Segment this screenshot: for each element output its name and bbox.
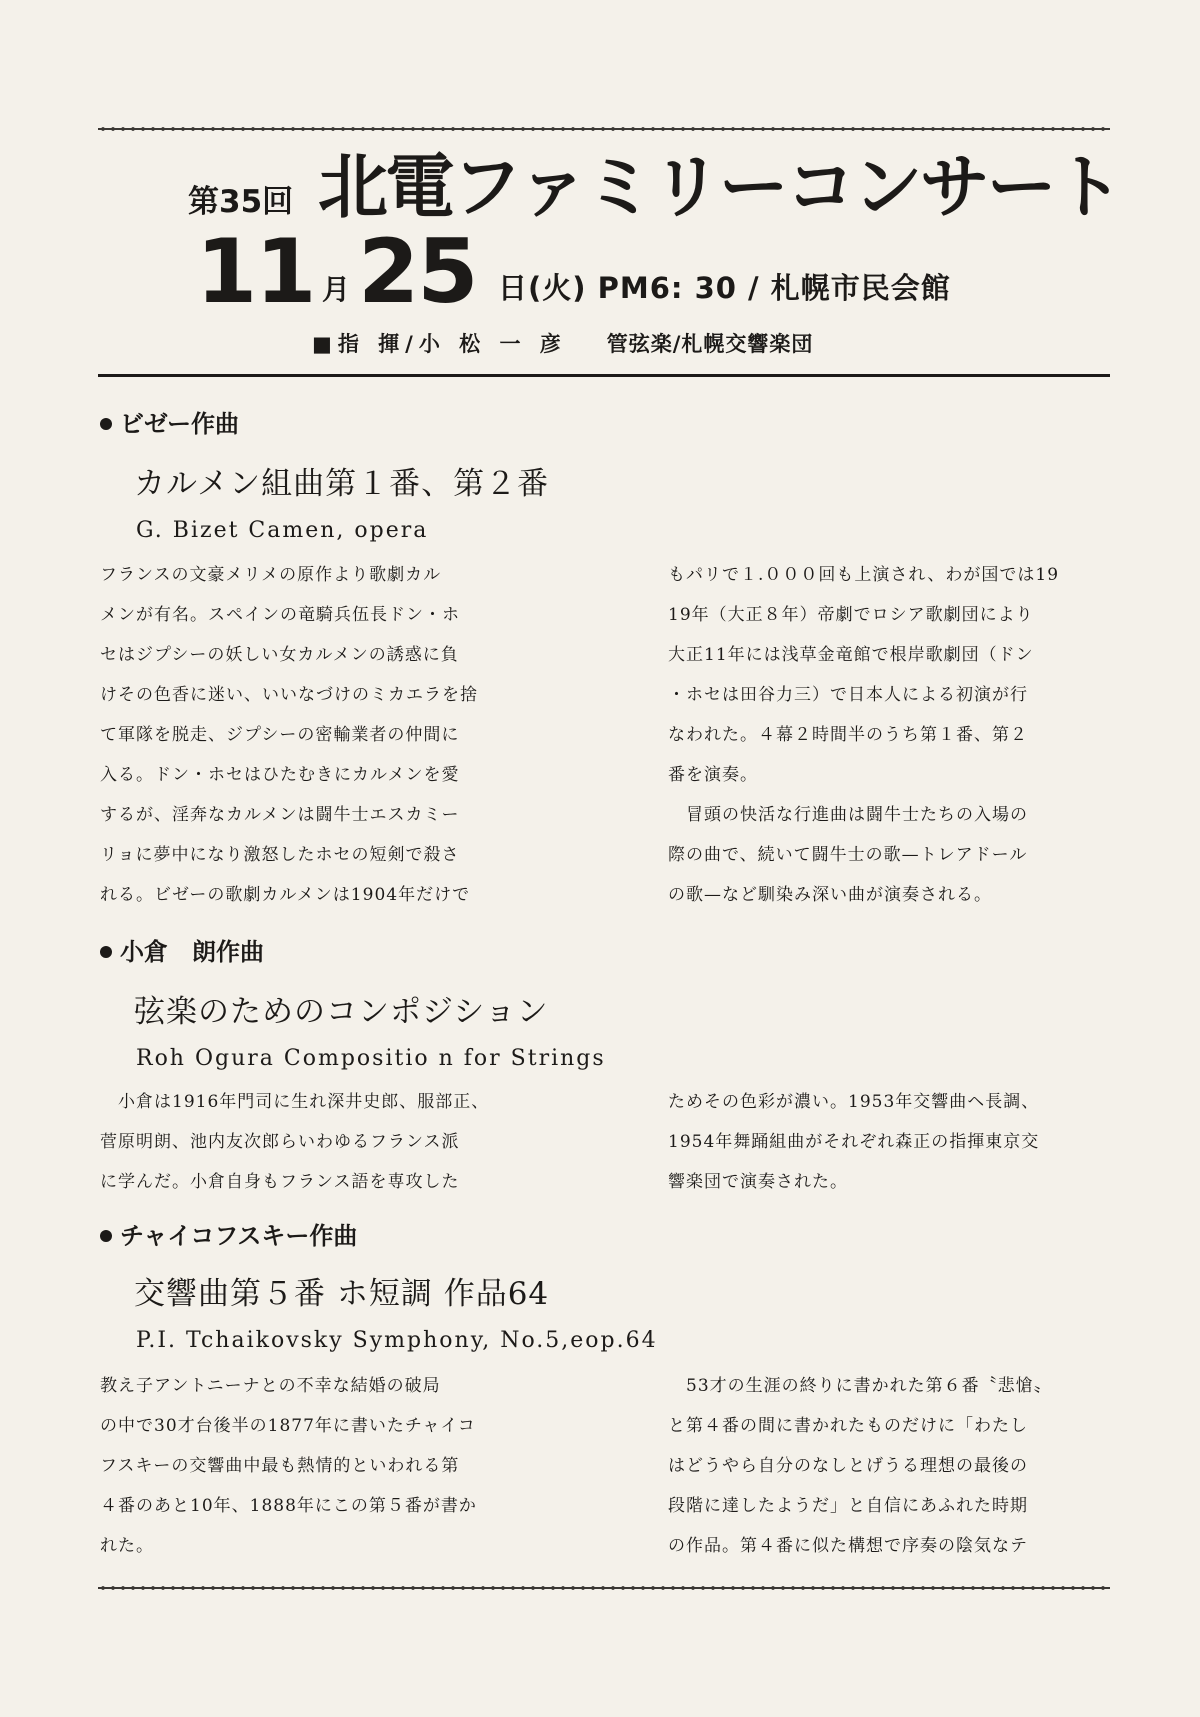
text-line: の中で30才台後半の1877年に書いたチャイコ	[100, 1416, 476, 1436]
section-text-right	[668, 1082, 1108, 1202]
work-title: 弦楽のためのコンポジション	[134, 994, 549, 1030]
text-line: 入る。ドン・ホセはひたむきにカルメンを愛	[100, 765, 460, 785]
bottom-ornamental-border	[98, 1583, 1110, 1593]
text-line: なわれた。４幕２時間半のうち第１番、第２	[668, 725, 1028, 745]
work-english-title: G. Bizet Camen, opera	[136, 518, 429, 543]
composer-heading: チャイコフスキー作曲	[100, 1216, 357, 1251]
date-month-suffix: 月	[322, 273, 351, 306]
bullet-icon	[100, 418, 112, 430]
text-line: 際の曲で、続いて闘牛士の歌—トレアドール	[668, 845, 1028, 865]
concert-edition: 第35回	[188, 184, 294, 220]
text-line: はどうやら自分のなしとげうる理想の最後の	[668, 1456, 1028, 1476]
work-title: カルメン組曲第１番、第２番	[134, 466, 550, 502]
text-line: 菅原明朗、池内友次郎らいわゆるフランス派	[100, 1132, 460, 1152]
work-english-title: Roh Ogura Compositio n for Strings	[136, 1046, 606, 1071]
text-line: れる。ビゼーの歌劇カルメンは1904年だけで	[100, 885, 471, 905]
text-line: するが、淫奔なカルメンは闘牛士エスカミー	[100, 805, 460, 825]
section-text-right	[668, 555, 1108, 915]
date-time-venue: 日(火) PM6: 30 / 札幌市民会館	[498, 271, 951, 305]
bullet-icon	[100, 1230, 112, 1242]
text-line: 冒頭の快活な行進曲は闘牛士たちの入場の	[668, 805, 1028, 825]
text-line: 響楽団で演奏された。	[668, 1172, 848, 1192]
section-text-right	[668, 1366, 1108, 1566]
composer-heading: ビゼー作曲	[100, 404, 239, 439]
text-line: フスキーの交響曲中最も熱情的といわれる第	[100, 1456, 460, 1476]
work-english-title: P.I. Tchaikovsky Symphony, No.5,eop.64	[136, 1328, 658, 1353]
text-line: 19年（大正８年）帝劇でロシア歌劇団により	[668, 605, 1034, 625]
text-line: の歌—など馴染み深い曲が演奏される。	[668, 885, 992, 905]
text-line: ・ホセは田谷力三）で日本人による初演が行	[668, 685, 1028, 705]
composer-heading: 小倉 朗作曲	[100, 932, 264, 967]
text-line: 1954年舞踊組曲がそれぞれ森正の指揮東京交	[668, 1132, 1040, 1152]
text-line: セはジプシーの妖しい女カルメンの誘惑に負	[100, 645, 459, 665]
text-line: リョに夢中になり激怒したホセの短剣で殺さ	[100, 845, 460, 865]
credits-line	[312, 328, 813, 358]
work-title: 交響曲第５番 ホ短調 作品64	[134, 1276, 550, 1312]
text-line: れた。	[100, 1536, 154, 1556]
text-line: 小倉は1916年門司に生れ深井史郎、服部正、	[100, 1092, 490, 1112]
text-line: 大正11年には浅草金竜館で根岸歌劇団（ドン	[668, 645, 1034, 665]
section-text-left	[100, 1366, 540, 1566]
bullet-icon	[100, 946, 112, 958]
text-line: 教え子アントニーナとの不幸な結婚の破局	[100, 1376, 441, 1396]
text-line: もパリで１.０００回も上演され、わが国では19	[668, 565, 1060, 585]
text-line: 番を演奏。	[668, 765, 758, 785]
text-line: と第４番の間に書かれたものだけに「わたし	[668, 1416, 1028, 1436]
header-divider	[98, 374, 1110, 377]
text-line: ４番のあと10年、1888年にこの第５番が書か	[100, 1496, 477, 1516]
text-line: メンが有名。スペインの竜騎兵伍長ドン・ホ	[100, 605, 460, 625]
orchestra-credit: 管弦楽/札幌交響楽団	[606, 332, 814, 356]
text-line: 段階に達したようだ」と自信にあふれた時期	[668, 1496, 1028, 1516]
text-line: の作品。第４番に似た構想で序奏の陰気なテ	[668, 1536, 1028, 1556]
text-line: フランスの文豪メリメの原作より歌劇カル	[100, 565, 442, 585]
concert-title: 北電ファミリーコンサート	[318, 146, 1121, 228]
conductor-credit: ■指 揮/小 松 一 彦	[312, 332, 567, 356]
text-line: て軍隊を脱走、ジプシーの密輸業者の仲間に	[100, 725, 460, 745]
text-line: けその色香に迷い、いいなづけのミカエラを捨	[100, 685, 478, 705]
section-text-left	[100, 1082, 540, 1202]
top-ornamental-border	[98, 124, 1110, 134]
date-month: 11	[196, 220, 315, 323]
section-text-left	[100, 555, 540, 915]
text-line: 53才の生涯の終りに書かれた第６番〝悲愴〟	[668, 1376, 1052, 1396]
text-line: ためその色彩が濃い。1953年交響曲ヘ長調、	[668, 1092, 1040, 1112]
text-line: に学んだ。小倉自身もフランス語を専攻した	[100, 1172, 460, 1192]
date-day: 25	[358, 220, 477, 323]
